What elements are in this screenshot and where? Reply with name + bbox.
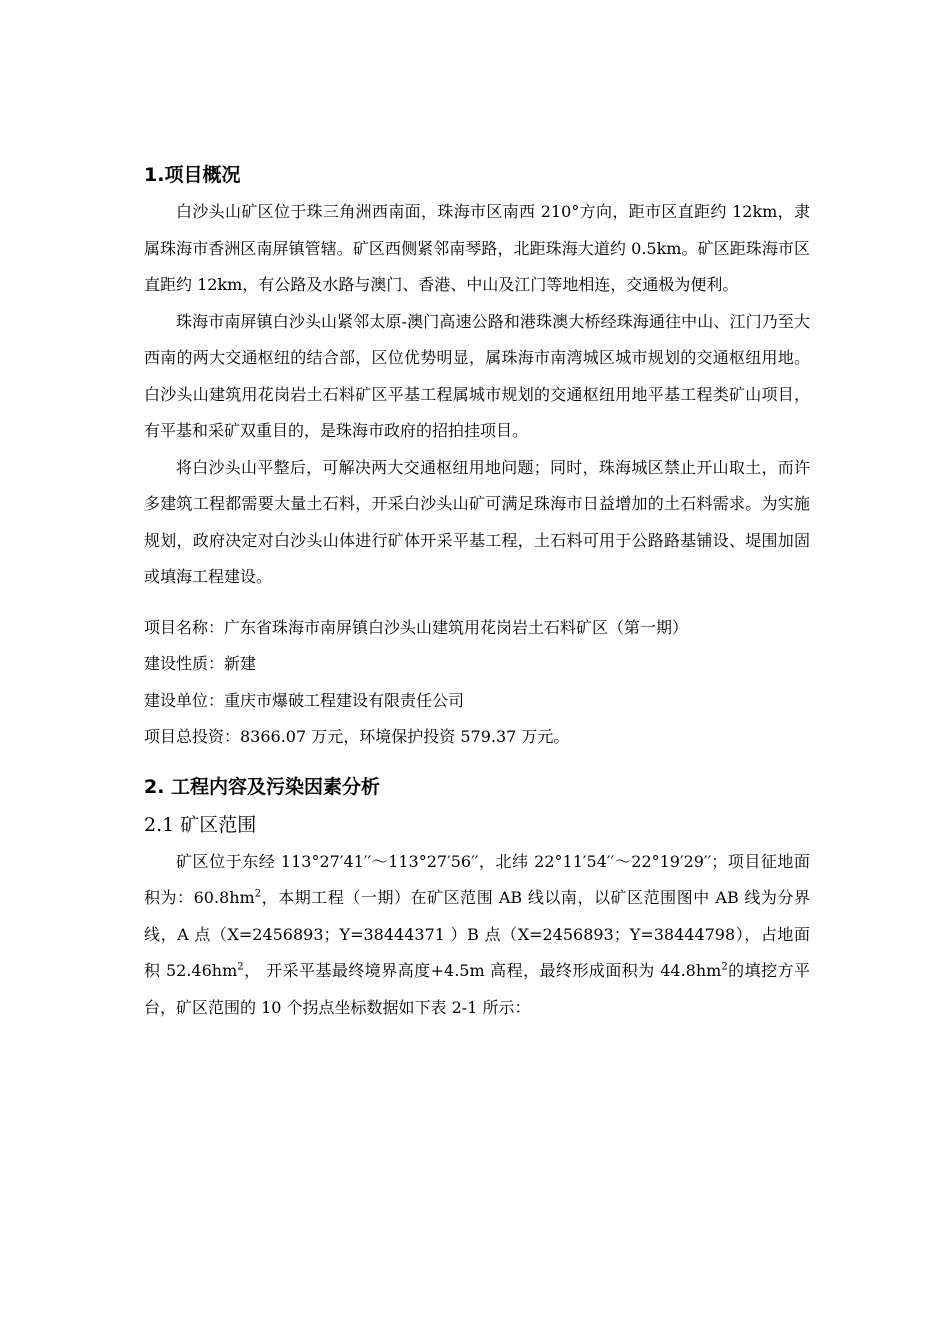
mine-range-text-2: ，本期工程（一期）在矿区范围 AB 线以南，以矿区范围图中 AB 线为分界线，A 点（X=2456893；Y=38444371 ）B 点（X=2456893；Y=38444798），占地面积 52.46hm [144,888,810,980]
mine-range-text-3: ， 开采平基最终境界高度+4.5m 高程，最终形成面积为 44.8hm [243,961,722,980]
project-info [144,610,810,756]
document-page [144,160,810,1026]
project-nature: 建设性质：新建 [144,654,257,673]
section1-heading: 1.项目概况 [144,164,241,186]
superscript-2: 2 [237,961,244,973]
section2-1-paragraph [144,844,810,1027]
project-investment: 项目总投资：8366.07 万元，环境保护投资 579.37 万元。 [144,727,570,746]
project-name: 项目名称：广东省珠海市南屏镇白沙头山建筑用花岗岩土石料矿区（第一期） [144,617,689,637]
section1-paragraph-3: 将白沙头山平整后，可解决两大交通枢纽用地问题；同时，珠海城区禁止开山取土，而许多建筑工程都需要大量土石料，开采白沙头山矿可满足珠海市日益增加的土石料需求。为实施规划，政府决定对白沙头山体进行矿体开采平基工程，土石料可用于公路路基铺设、堤围加固或填海工程建设。 [144,457,810,586]
mine-range-text-4: 的填挖方平台，矿区范围的 10 个拐点坐标数据如下表 2-1 所示： [144,961,810,1017]
section1-paragraph-1: 白沙头山矿区位于珠三角洲西南面，珠海市区南西 210°方向，距市区直距约 12km，隶属珠海市香洲区南屏镇管辖。矿区西侧紧邻南琴路，北距珠海大道约 0.5km。矿区距珠海市区直距约 12km，有公路及水路与澳门、香港、中山及江门等地相连，交通极为便利。 [144,202,810,294]
section2-heading: 2. 工程内容及污染因素分析 [144,775,381,798]
section1-paragraph-2: 珠海市南屏镇白沙头山紧邻太原-澳门高速公路和港珠澳大桥经珠海通往中山、江门乃至大西南的两大交通枢纽的结合部，区位优势明显，属珠海市南湾城区城市规划的交通枢纽用地。白沙头山建筑用花岗岩土石料矿区平基工程属城市规划的交通枢纽用地平基工程类矿山项目，有平基和采矿双重目的，是珠海市政府的招拍挂项目。 [144,311,810,440]
project-unit: 建设单位：重庆市爆破工程建设有限责任公司 [144,690,465,710]
mine-range-text-1: 矿区位于东经 113°27′41′′～113°27′56′′，北纬 22°11′54′′～22°19′29′′；项目征地面积为：60.8hm [144,851,810,907]
superscript-2: 2 [254,888,262,900]
section2-1-heading: 2.1 矿区范围 [144,813,257,836]
superscript-2: 2 [721,961,728,973]
